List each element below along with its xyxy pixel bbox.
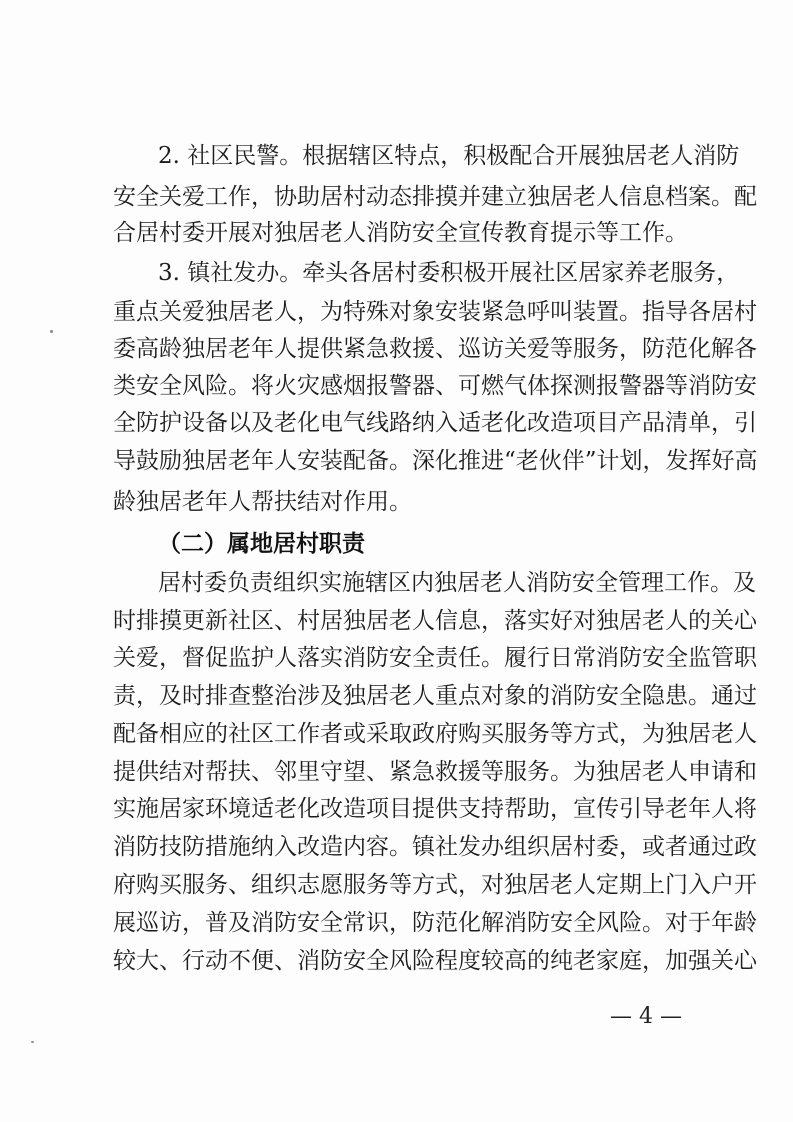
paragraph-office-line-5: 全防护设备以及老化电气线路纳入适老化改造项目产品清单，引	[113, 410, 757, 436]
paragraph-office-line-3: 委高龄独居老年人提供紧急救援、巡访关爱等服务，防范化解各	[113, 336, 757, 362]
paragraph-office-line-6: 导鼓励独居老年人安装配备。深化推进“老伙伴”计划，发挥好高	[113, 448, 758, 474]
paragraph-village-line-10: 展巡访，普及消防安全常识，防范化解消防安全风险。对于年龄	[113, 910, 757, 936]
paragraph-village-line-9: 府购买服务、组织志愿服务等方式，对独居老人定期上门入户开	[113, 872, 757, 898]
paragraph-police-line-3: 合居村委开展对独居老人消防安全宣传教育提示等工作。	[113, 220, 688, 246]
scan-speck	[50, 330, 53, 333]
paragraph-office-line-7: 龄独居老年人帮扶结对作用。	[113, 489, 412, 515]
paragraph-village-line-8: 消防技防措施纳入改造内容。镇社发办组织居村委，或者通过政	[113, 834, 757, 860]
paragraph-office-line-4: 类安全风险。将火灾感烟报警器、可燃气体探测报警器等消防安	[113, 373, 757, 399]
paragraph-village-line-3: 关爱，督促监护人落实消防安全责任。履行日常消防安全监管职	[113, 645, 757, 671]
section-heading: （二）属地居村职责	[158, 531, 365, 557]
paragraph-police-line-1: 2. 社区民警。根据辖区特点，积极配合开展独居老人消防	[158, 143, 740, 169]
paragraph-office-line-2: 重点关爱独居老人，为特殊对象安装紧急呼叫装置。指导各居村	[113, 299, 757, 325]
paragraph-village-line-6: 提供结对帮扶、邻里守望、紧急救援等服务。为独居老人申请和	[113, 759, 757, 785]
paragraph-police-line-2: 安全关爱工作，协助居村动态排摸并建立独居老人信息档案。配	[113, 184, 757, 210]
paragraph-village-line-5: 配备相应的社区工作者或采取政府购买服务等方式，为独居老人	[113, 721, 757, 747]
paragraph-village-line-1: 居村委负责组织实施辖区内独居老人消防安全管理工作。及	[158, 570, 756, 596]
paragraph-village-line-7: 实施居家环境适老化改造项目提供支持帮助，宣传引导老年人将	[113, 796, 757, 822]
paragraph-office-line-1: 3. 镇社发办。牵头各居村委积极开展社区居家养老服务，	[158, 260, 740, 286]
paragraph-village-line-2: 时排摸更新社区、村居独居老人信息，落实好对独居老人的关心	[113, 608, 757, 634]
scan-speck	[31, 1041, 34, 1043]
paragraph-village-line-11: 较大、行动不便、消防安全风险程度较高的纯老家庭，加强关心	[113, 948, 757, 974]
page-number: — 4 —	[610, 1004, 682, 1029]
paragraph-village-line-4: 责，及时排查整治涉及独居老人重点对象的消防安全隐患。通过	[113, 683, 757, 709]
